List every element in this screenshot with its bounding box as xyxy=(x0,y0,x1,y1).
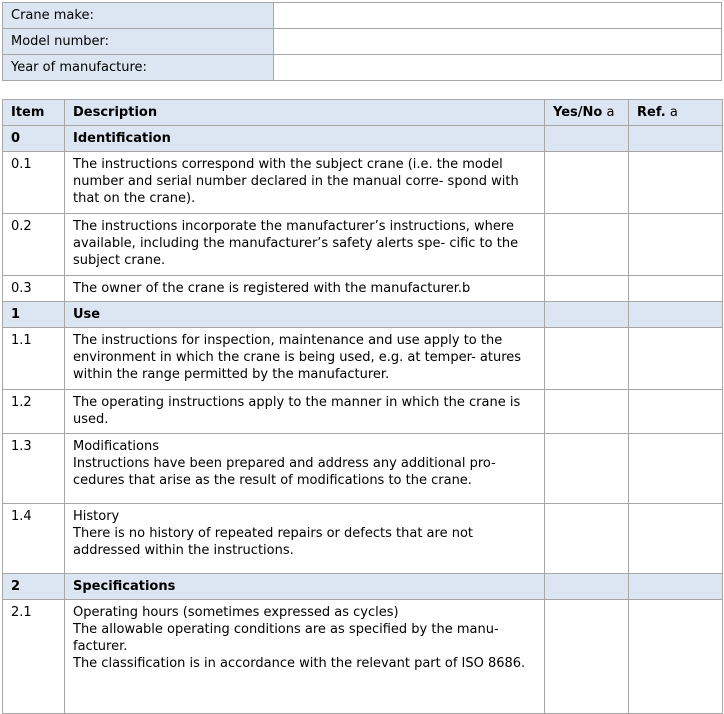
header-row xyxy=(3,100,723,126)
description-line: There is no history of repeated repairs or defects that are not addressed within the instructions. xyxy=(73,526,473,558)
description-line: The operating instructions apply to the manner in which the crane is used. xyxy=(73,395,521,427)
description-line: The instructions correspond with the subject crane (i.e. the model number and serial number declared in the manual corre- spond with that on the crane). xyxy=(73,157,519,206)
ref-cell[interactable] xyxy=(629,390,723,434)
crane-info-table xyxy=(2,2,722,81)
item-description xyxy=(65,434,545,504)
info-row xyxy=(3,29,722,55)
item-description xyxy=(65,152,545,214)
description-line: The classification is in accordance with the relevant part of ISO 8686. xyxy=(73,656,526,671)
item-description xyxy=(65,214,545,276)
item-number: 0.3 xyxy=(3,276,65,302)
ref-cell[interactable] xyxy=(629,574,723,600)
description-line: Instructions have been prepared and address any additional pro- cedures that arise as the result of modifications to the crane. xyxy=(73,456,496,488)
section-row xyxy=(3,574,723,600)
item-number: 1.2 xyxy=(3,390,65,434)
yes-no-cell[interactable] xyxy=(545,152,629,214)
header-ref-footnote: a xyxy=(665,105,678,120)
header-yes-no-footnote: a xyxy=(602,105,615,120)
ref-cell[interactable] xyxy=(629,328,723,390)
table-row xyxy=(3,214,723,276)
header-ref-label: Ref. xyxy=(637,105,666,120)
info-label: Crane make: xyxy=(3,3,274,29)
item-number: 2 xyxy=(3,574,65,600)
info-value-field[interactable] xyxy=(274,29,722,55)
table-row xyxy=(3,600,723,714)
item-number: 1.3 xyxy=(3,434,65,504)
table-row xyxy=(3,434,723,504)
item-description xyxy=(65,126,545,152)
table-row xyxy=(3,152,723,214)
item-description xyxy=(65,390,545,434)
ref-cell[interactable] xyxy=(629,126,723,152)
info-label: Model number: xyxy=(3,29,274,55)
item-description xyxy=(65,574,545,600)
section-row xyxy=(3,302,723,328)
item-description xyxy=(65,276,545,302)
description-line: Operating hours (sometimes expressed as cycles) xyxy=(73,605,399,620)
description-line: Identification xyxy=(73,131,171,146)
description-line: Use xyxy=(73,307,101,322)
header-ref xyxy=(629,100,723,126)
item-description xyxy=(65,504,545,574)
description-line: The allowable operating conditions are as specified by the manu- facturer. xyxy=(73,622,499,654)
item-number: 2.1 xyxy=(3,600,65,714)
yes-no-cell[interactable] xyxy=(545,574,629,600)
item-number: 0.1 xyxy=(3,152,65,214)
yes-no-cell[interactable] xyxy=(545,126,629,152)
description-line: The owner of the crane is registered with the manufacturer.b xyxy=(73,281,471,296)
description-line: Specifications xyxy=(73,579,176,594)
ref-cell[interactable] xyxy=(629,434,723,504)
description-line: History xyxy=(73,509,120,524)
header-yes-no xyxy=(545,100,629,126)
info-value-field[interactable] xyxy=(274,3,722,29)
section-row xyxy=(3,126,723,152)
ref-cell[interactable] xyxy=(629,152,723,214)
description-line: Modifications xyxy=(73,439,160,454)
item-number: 1.4 xyxy=(3,504,65,574)
yes-no-cell[interactable] xyxy=(545,214,629,276)
item-description xyxy=(65,328,545,390)
info-row xyxy=(3,55,722,81)
header-description: Description xyxy=(65,100,545,126)
description-line: The instructions incorporate the manufacturer’s instructions, where available, including the manufacturer’s safety alerts spe- cific to the subject crane. xyxy=(73,219,519,268)
item-number: 1.1 xyxy=(3,328,65,390)
table-row xyxy=(3,276,723,302)
description-line: The instructions for inspection, maintenance and use apply to the environment in which the crane is being used, e.g. at temper- atures within the range permitted by the manufacturer. xyxy=(73,333,522,382)
info-value-field[interactable] xyxy=(274,55,722,81)
ref-cell[interactable] xyxy=(629,600,723,714)
inspection-checklist-table xyxy=(2,99,723,714)
item-number: 0.2 xyxy=(3,214,65,276)
yes-no-cell[interactable] xyxy=(545,390,629,434)
table-row xyxy=(3,504,723,574)
yes-no-cell[interactable] xyxy=(545,504,629,574)
ref-cell[interactable] xyxy=(629,504,723,574)
yes-no-cell[interactable] xyxy=(545,600,629,714)
ref-cell[interactable] xyxy=(629,276,723,302)
item-description xyxy=(65,600,545,714)
item-number: 0 xyxy=(3,126,65,152)
item-description xyxy=(65,302,545,328)
table-row xyxy=(3,328,723,390)
info-label: Year of manufacture: xyxy=(3,55,274,81)
yes-no-cell[interactable] xyxy=(545,302,629,328)
yes-no-cell[interactable] xyxy=(545,276,629,302)
header-yes-no-label: Yes/No xyxy=(553,105,603,120)
info-row xyxy=(3,3,722,29)
ref-cell[interactable] xyxy=(629,214,723,276)
yes-no-cell[interactable] xyxy=(545,328,629,390)
ref-cell[interactable] xyxy=(629,302,723,328)
yes-no-cell[interactable] xyxy=(545,434,629,504)
header-item: Item xyxy=(3,100,65,126)
table-row xyxy=(3,390,723,434)
item-number: 1 xyxy=(3,302,65,328)
